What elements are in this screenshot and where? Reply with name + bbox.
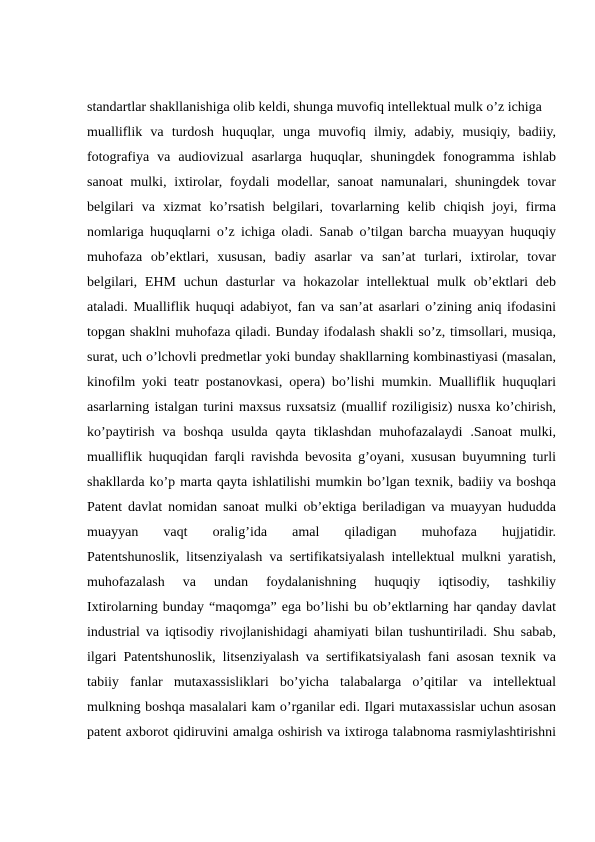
- text-line: nomlariga huquqlarni o’z ichiga oladi. Sanab o’tilgan barcha muayyan huquqiy: [87, 225, 556, 240]
- text-line: belgilari, EHM uchun dasturlar va hokazolar intellektual mulk ob’ektlari deb: [87, 275, 556, 290]
- text-line: topgan shaklni muhofaza qiladi. Bunday ifodalash shakli so’z, timsollari, musiqa,: [87, 325, 556, 340]
- text-line: sanoat mulki, ixtirolar, foydali modellar, sanoat namunalari, shuningdek tovar: [87, 175, 556, 190]
- text-line: asarlarning istalgan turini maxsus ruxsatsiz (muallif roziligisiz) nusxa ko’chirish,: [87, 400, 556, 415]
- text-line: mulkning boshqa masalalari kam o’rganilar edi. Ilgari mutaxassislar uchun asosan: [87, 700, 556, 715]
- text-line: standartlar shakllanishiga olib keldi, shunga muvofiq intellektual mulk o’z ichiga: [87, 100, 542, 115]
- text-line: industrial va iqtisodiy rivojlanishidagi ahamiyati bilan tushuntiriladi. Shu sabab,: [87, 625, 556, 640]
- text-line: mualliflik huquqidan farqli ravishda bevosita g’oyani, xususan buyumning turli: [87, 450, 556, 465]
- text-line: muhofazalash va undan foydalanishning huquqiy iqtisodiy, tashkiliy: [87, 575, 556, 590]
- text-line: ataladi. Mualliflik huquqi adabiyot, fan va san’at asarlari o’zining aniq ifodasini: [87, 300, 556, 315]
- text-line: ko’paytirish va boshqa usulda qayta tiklashdan muhofazalaydi .Sanoat mulki,: [87, 425, 556, 440]
- text-line: muayyan vaqt oralig’ida amal qiladigan muhofaza hujjatidir.: [87, 525, 556, 540]
- text-line: mualliflik va turdosh huquqlar, unga muvofiq ilmiy, adabiy, musiqiy, badiiy,: [87, 125, 556, 140]
- text-line: belgilari va xizmat ko’rsatish belgilari, tovarlarning kelib chiqish joyi, firma: [87, 200, 556, 215]
- document-page: [87, 95, 556, 745]
- text-line: surat, uch o’lchovli predmetlar yoki bunday shakllarning kombinastiyasi (masalan,: [87, 350, 556, 365]
- text-line: Patentshunoslik, litsenziyalash va sertifikatsiyalash intellektual mulkni yaratish,: [87, 550, 556, 565]
- text-line: kinofilm yoki teatr postanovkasi, opera) bo’lishi mumkin. Mualliflik huquqlari: [87, 375, 556, 390]
- text-line: shakllarda ko’p marta qayta ishlatilishi mumkin bo’lgan texnik, badiiy va boshqa: [87, 475, 556, 490]
- text-line: Ixtirolarning bunday “maqomga” ega bo’lishi bu ob’ektlarning har qanday davlat: [87, 600, 556, 615]
- text-line: ilgari Patentshunoslik, litsenziyalash va sertifikatsiyalash fani asosan texnik va: [87, 650, 556, 665]
- text-line: fotografiya va audiovizual asarlarga huquqlar, shuningdek fonogramma ishlab: [87, 150, 556, 165]
- text-line: muhofaza ob’ektlari, xususan, badiy asarlar va san’at turlari, ixtirolar, tovar: [87, 250, 556, 265]
- text-line: Patent davlat nomidan sanoat mulki ob’ektiga beriladigan va muayyan hududda: [87, 500, 556, 515]
- text-line: tabiiy fanlar mutaxassisliklari bo’yicha talabalarga o’qitilar va intellektual: [87, 675, 556, 690]
- text-line: patent axborot qidiruvini amalga oshirish va ixtiroga talabnoma rasmiylashtirishni: [87, 725, 556, 740]
